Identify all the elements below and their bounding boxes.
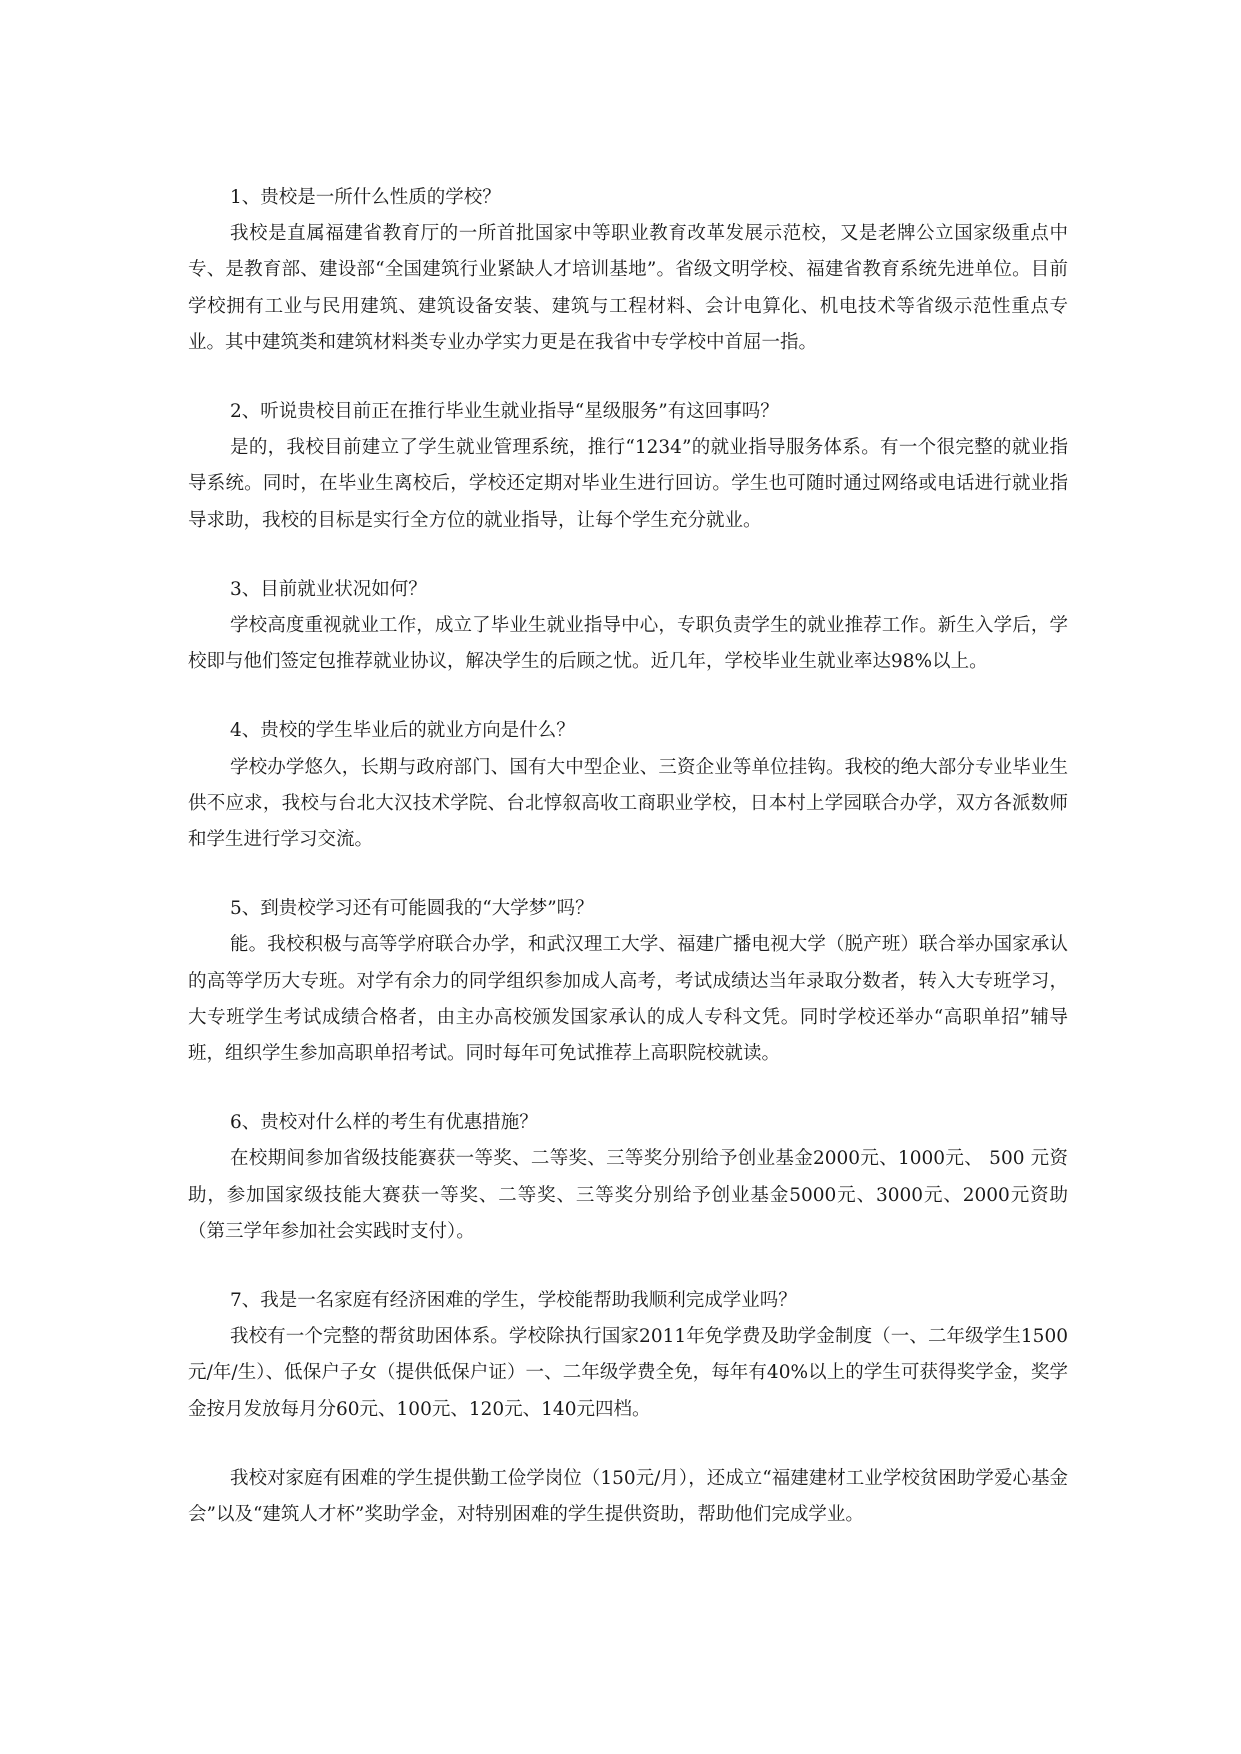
faq-answer	[188, 1141, 1068, 1250]
faq-question: 7、我是一名家庭有经济困难的学生，学校能帮助我顺利完成学业吗？	[230, 1290, 797, 1312]
faq-question: 5、到贵校学习还有可能圆我的“大学梦”吗？	[230, 898, 594, 920]
faq-answer-paragraph: 在校期间参加省级技能赛获一等奖、二等奖、三等奖分别给予创业基金2000元、1000元、 500 元资助，参加国家级技能大赛获一等奖、二等奖、三等奖分别给予创业基金5000元、3000元、2000元资助（第三学年参加社会实践时支付）。	[188, 1148, 1068, 1242]
faq-question: 6、贵校对什么样的考生有优惠措施？	[230, 1112, 538, 1134]
faq-answer-paragraph: 是的，我校目前建立了学生就业管理系统，推行“1234”的就业指导服务体系。有一个很完整的就业指导系统。同时，在毕业生离校后，学校还定期对毕业生进行回访。学生也可随时通过网络或电话进行就业指导求助，我校的目标是实行全方位的就业指导，让每个学生充分就业。	[188, 437, 1068, 531]
faq-section-7	[188, 1283, 1068, 1533]
faq-answer-paragraph: 我校对家庭有困难的学生提供勤工俭学岗位（150元/月），还成立“福建建材工业学校贫困助学爱心基金会”以及“建筑人才杯”奖助学金，对特别困难的学生提供资助，帮助他们完成学业。	[188, 1467, 1068, 1526]
faq-content	[188, 180, 1068, 1566]
faq-section-2	[188, 394, 1068, 539]
faq-answer-paragraph: 学校高度重视就业工作，成立了毕业生就业指导中心，专职负责学生的就业推荐工作。新生入学后，学校即与他们签定包推荐就业协议，解决学生的后顾之忧。近几年，学校毕业生就业率达98%以上。	[188, 615, 1068, 673]
faq-section-4	[188, 713, 1068, 858]
faq-section-6	[188, 1105, 1068, 1250]
faq-answer	[188, 1319, 1068, 1533]
faq-question: 3、目前就业状况如何？	[230, 578, 427, 600]
faq-answer	[188, 430, 1068, 539]
faq-answer-paragraph: 学校办学悠久，长期与政府部门、国有大中型企业、三资企业等单位挂钩。我校的绝大部分专业毕业生供不应求，我校与台北大汉技术学院、台北惇叙高收工商职业学校，日本村上学园联合办学，双方各派数师和学生进行学习交流。	[188, 756, 1068, 851]
faq-question: 1、贵校是一所什么性质的学校？	[230, 187, 501, 208]
faq-answer-paragraph: 我校有一个完整的帮贫助困体系。学校除执行国家2011年免学费及助学金制度（一、二年级学生1500元/年/生）、低保户子女（提供低保户证）一、二年级学费全免，每年有40%以上的学生可获得奖学金，奖学金按月发放每月分60元、100元、120元、140元四档。	[188, 1326, 1068, 1420]
faq-answer	[188, 750, 1068, 859]
faq-section-3	[188, 572, 1068, 681]
faq-answer	[188, 216, 1068, 361]
faq-answer-paragraph: 能。我校积极与高等学府联合办学，和武汉理工大学、福建广播电视大学（脱产班）联合举办国家承认的高等学历大专班。对学有余力的同学组织参加成人高考，考试成绩达当年录取分数者，转入大专班学习，大专班学生考试成绩合格者，由主办高校颁发国家承认的成人专科文凭。同时学校还举办“高职单招”辅导班，组织学生参加高职单招考试。同时每年可免试推荐上高职院校就读。	[188, 934, 1068, 1065]
faq-question: 2、听说贵校目前正在推行毕业生就业指导“星级服务”有这回事吗？	[230, 401, 779, 423]
faq-answer-paragraph: 我校是直属福建省教育厅的一所首批国家中等职业教育改革发展示范校，又是老牌公立国家级重点中专、是教育部、建设部“全国建筑行业紧缺人才培训基地”。省级文明学校、福建省教育系统先进单位。目前学校拥有工业与民用建筑、建筑设备安装、建筑与工程材料、会计电算化、机电技术等省级示范性重点专业。其中建筑类和建筑材料类专业办学实力更是在我省中专学校中首屈一指。	[188, 223, 1068, 353]
faq-answer	[188, 927, 1068, 1072]
faq-section-5	[188, 891, 1068, 1072]
faq-question: 4、贵校的学生毕业后的就业方向是什么？	[230, 720, 575, 742]
faq-section-1	[188, 180, 1068, 361]
faq-answer	[188, 608, 1068, 680]
